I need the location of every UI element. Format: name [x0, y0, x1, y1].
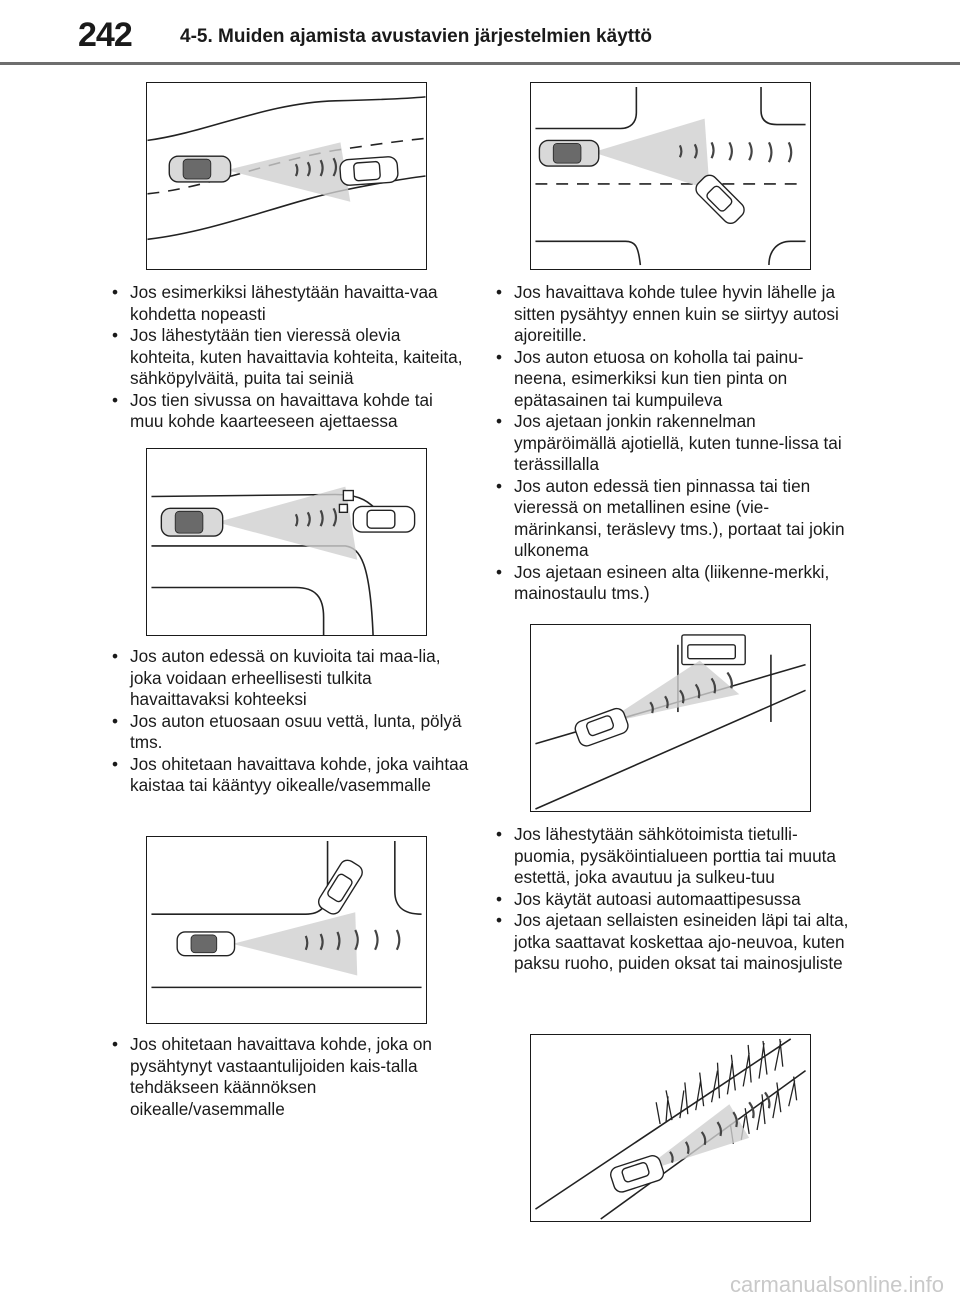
list-item: • Jos lähestytään tien vieressä olevia kohteita, kuten havaittavia kohteita, kaiteita, sähköpylväitä, puita tai seiniä: [110, 325, 470, 390]
left-list-3: [110, 1034, 470, 1120]
turning-car-illustration: [146, 836, 427, 1024]
list-item: • Jos auton etuosa on koholla tai painu-neena, esimerkiksi kun tien pinta on epätasainen tai kumpuileva: [494, 347, 856, 412]
watermark: carmanualsonline.info: [729, 1272, 944, 1297]
list-item: • Jos ohitetaan havaittava kohde, joka on pysähtynyt vastaantulijoiden kais-talla tehdäkseen käännöksen oikealle/vasemmalle: [110, 1034, 470, 1120]
left-list-2: [110, 646, 470, 797]
left-list-1: [110, 282, 470, 433]
list-item: • Jos auton edessä on kuvioita tai maa-lia, joka voidaan erheellisesti tulkita havaittavaksi kohteeksi: [110, 646, 470, 711]
list-item: • Jos auton etuosaan osuu vettä, lunta, pölyä tms.: [110, 711, 470, 754]
page-number: 242: [78, 16, 132, 54]
page-header: [0, 0, 960, 70]
corner-objects-illustration: [146, 448, 427, 636]
overhead-sign-icon: [531, 625, 810, 811]
list-item: • Jos ohitetaan havaittava kohde, joka vaihtaa kaistaa tai kääntyy oikealle/vasemmalle: [110, 754, 470, 797]
right-list-1: [494, 282, 856, 605]
list-item: • Jos ajetaan jonkin rakennelman ympäröimällä ajotiellä, kuten tunne-lissa tai terässillalla: [494, 411, 856, 476]
list-item: • Jos tien sivussa on havaittava kohde tai muu kohde kaarteeseen ajettaessa: [110, 390, 470, 433]
turning-car-icon: [147, 837, 426, 1023]
curved-road-icon: [147, 83, 426, 269]
list-item: • Jos ajetaan esineen alta (liikenne-merkki, mainostaulu tms.): [494, 562, 856, 605]
header-divider: [0, 62, 960, 65]
grass-icon: [531, 1035, 810, 1221]
list-item: • Jos auton edessä tien pinnassa tai tien vieressä on metallinen esine (vie-märinkansi, teräslevy tms.), portaat tai jokin ulkonema: [494, 476, 856, 562]
crossing-car-icon: [531, 83, 810, 269]
list-item: • Jos lähestytään sähkötoimista tietulli-puomia, pysäköintialueen porttia tai muuta estettä, joka avautuu ja sulkeu-tuu: [494, 824, 856, 889]
overhead-sign-illustration: [530, 624, 811, 812]
section-title: 4-5. Muiden ajamista avustavien järjestelmien käyttö: [180, 26, 653, 47]
list-item: • Jos havaittava kohde tulee hyvin lähelle ja sitten pysähtyy ennen kuin se siirtyy autosi ajoreitille.: [494, 282, 856, 347]
list-item: • Jos esimerkiksi lähestytään havaitta-vaa kohdetta nopeasti: [110, 282, 470, 325]
list-item: • Jos ajetaan sellaisten esineiden läpi tai alta, jotka saattavat koskettaa ajo-neuvoa, kuten paksu ruoho, puiden oksat tai mainosjuliste: [494, 910, 856, 975]
crossing-car-illustration: [530, 82, 811, 270]
corner-road-icon: [147, 449, 426, 635]
curved-road-illustration: [146, 82, 427, 270]
grass-illustration: [530, 1034, 811, 1222]
right-list-2: [494, 824, 856, 975]
list-item: • Jos käytät autoasi automaattipesussa: [494, 889, 856, 911]
